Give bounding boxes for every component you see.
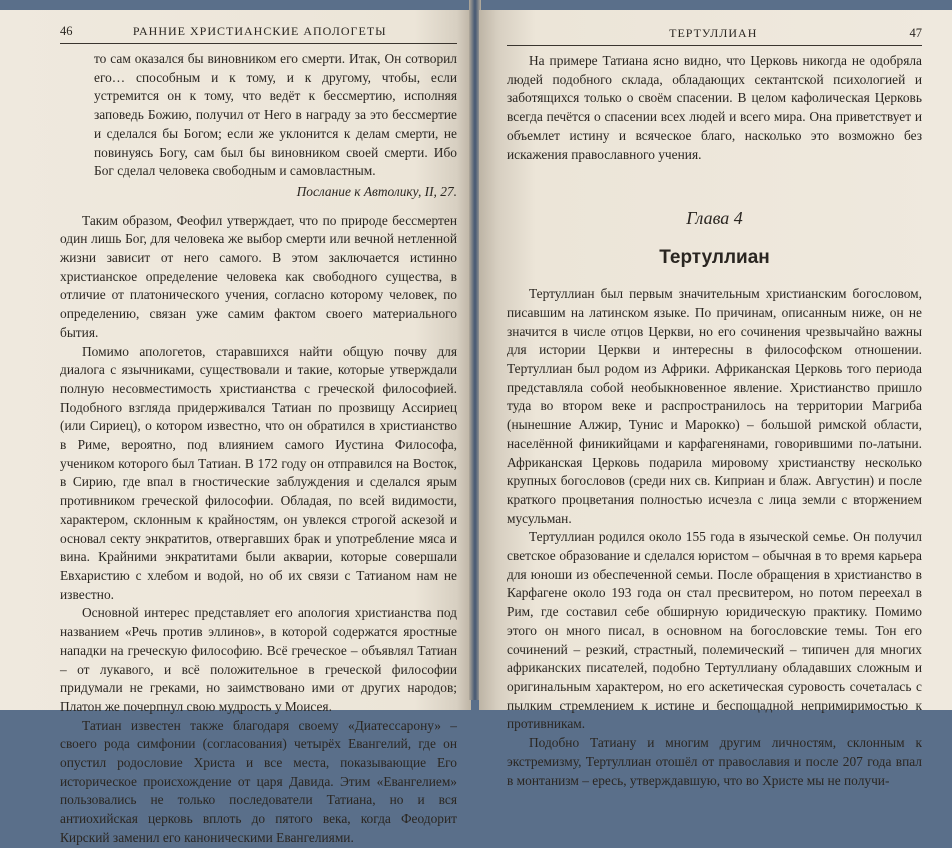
left-running-head: РАННИЕ ХРИСТИАНСКИЕ АПОЛОГЕТЫ <box>132 24 387 38</box>
left-paragraph-2: Помимо апологетов, старавшихся найти общую почву для диалога с язычниками, существовали и такие, которые утверждали полную несовместимость христианства с греческой философией. Подобного взгляда придерживался Татиан по прозвищу Ассириец (или Сириец), о котором известно, что он обратился в христианство в Риме, вероятно, под влиянием самого Иустина Философа, учеником которого был Татиан. В 172 году он отправился на Восток, в Сирию, где впал в гностические заблуждения и сделался ярым противником греческой философии. Обладая, по всей видимости, характером, склонным к крайностям, он увлекся строгой аскезой и основал секту энкратитов, отвергавших брак и употребление мяса и вина. Крайними энкратитами были акварии, которые совершали Евхаристию с хлебом и водой, но об их связи с Татианом нам не известно. <box>60 343 457 602</box>
right-running-head: ТЕРТУЛЛИАН <box>669 26 758 40</box>
right-intro-paragraph: На примере Татиана ясно видно, что Церковь никогда не одобряла людей подобного склада, обладающих сектантской психологией и заботящихся только о своём спасении. В целом кафолическая Церковь всегда печётся о спасении всех людей и всего мира. Она приветствует и объемлет истину и всяческое благо, насколько это возможно без искажения православного учения. <box>507 53 922 162</box>
quote-source: Послание к Автолику, II, 27. <box>296 183 457 199</box>
right-page <box>479 10 952 788</box>
right-page-number: 47 <box>909 26 922 40</box>
chapter-title: Тертуллиан <box>659 247 770 269</box>
chapter-label: Глава 4 <box>686 208 743 229</box>
left-paragraph-4: Татиан известен также благодаря своему «Диатессарону» – своего рода симфонии (согласования) четырёх Евангелий, где он опустил родословие Христа и все места, показывающие Его историческое происхождение от царя Давида. Этим «Евангелием» пользовались не только последователи Татиана, но и вся антиохийская церковь вплоть до пятого века, когда Феодорит Кирский заменил его каноническими Евангелиями. <box>60 717 457 845</box>
left-running-header <box>60 24 457 44</box>
right-running-header <box>507 26 922 46</box>
left-page <box>0 10 471 845</box>
left-paragraph-3: Основной интерес представляет его апология христианства под названием «Речь против эллинов», в которой содержатся яростные нападки на греческую философию. Всё греческое – объявлял Татиан – от лукавого, и всё положительное в греческой философии придумали не греками, но заимствовано ими от других народов; Платон же почерпнул свою мудрость у Моисея. <box>60 605 457 714</box>
right-paragraph-3: Подобно Татиану и многим другим личностям, склонным к экстремизму, Тертуллиан отошёл от православия и после 207 года впал в монтанизм – ересь, утверждавшую, что во Христе мы не получи- <box>507 735 922 788</box>
quote-text: то сам оказался бы виновником его смерти. Итак, Он сотворил его… способным и к тому, и к другому, чтобы, если устремится он к тому, что ведёт к бессмертию, исполняя заповедь Божию, получил от Него в награду за это бессмертие и сделался бы Богом; если же уклонится к делам смерти, не повинуясь Богу, сам был бы виновником своей смерти. Ибо Бог сделал человека свободным и самовластным. <box>94 51 457 179</box>
right-page-body <box>507 52 922 790</box>
left-paragraph-1: Таким образом, Феофил утверждает, что по природе бессмертен один лишь Бог, для человека же выбор смерти или вечной нетленной жизни зависит от него самого. В этом заключается истинно христианское определение человека как свободного существа, в отличие от платонического учения, согласно которому человек, по определению, связан уже самим фактом своего материального бытия. <box>60 212 457 340</box>
left-page-body <box>60 50 457 848</box>
right-paragraph-1: Тертуллиан был первым значительным христианским богословом, писавшим на латинском языке. По причинам, описанным ниже, он не значится в числе отцов Церкви, но его сочинения чрезвычайно важны для истории Церкви и интересны в философском отношении. Тертуллиан был родом из Африки. Африканская Церковь того периода представляла собой необыкновенное явление. Христианство пришло туда во втором веке и распространилось на территории Магриба (нынешние Алжир, Тунис и Марокко) – большой римской области, населённой финикийцами и карфагенянами, говорившими по-латыни. Африканская Церковь подарила мировому христианству несколько крупных богословов (среди них св. Киприан и блаж. Августин) и после краткого процветания полностью исчезла с лица земли с вторжением мусульман. <box>507 286 922 526</box>
left-page-number: 46 <box>60 24 73 38</box>
right-paragraph-2: Тертуллиан родился около 155 года в языческой семье. Он получил светское образование и сделался юристом – обычная в то время карьера для юноши из обеспеченной семьи. После обращения в христианство в Карфагене около 193 года он стал пресвитером, но потом переехал в Рим, где составил себе обширную юридическую практику. Помимо этого он много писал, в основном на богословские темы. Тон его сочинений – резкий, страстный, полемический – типичен для многих африканских писателей, подобно Тертуллиану обладавших сложным и оригинальным характером, но его аскетическая суровость сочеталась с пылким стремлением к истине и беспощадной непримиримостью к противникам. <box>507 529 922 732</box>
